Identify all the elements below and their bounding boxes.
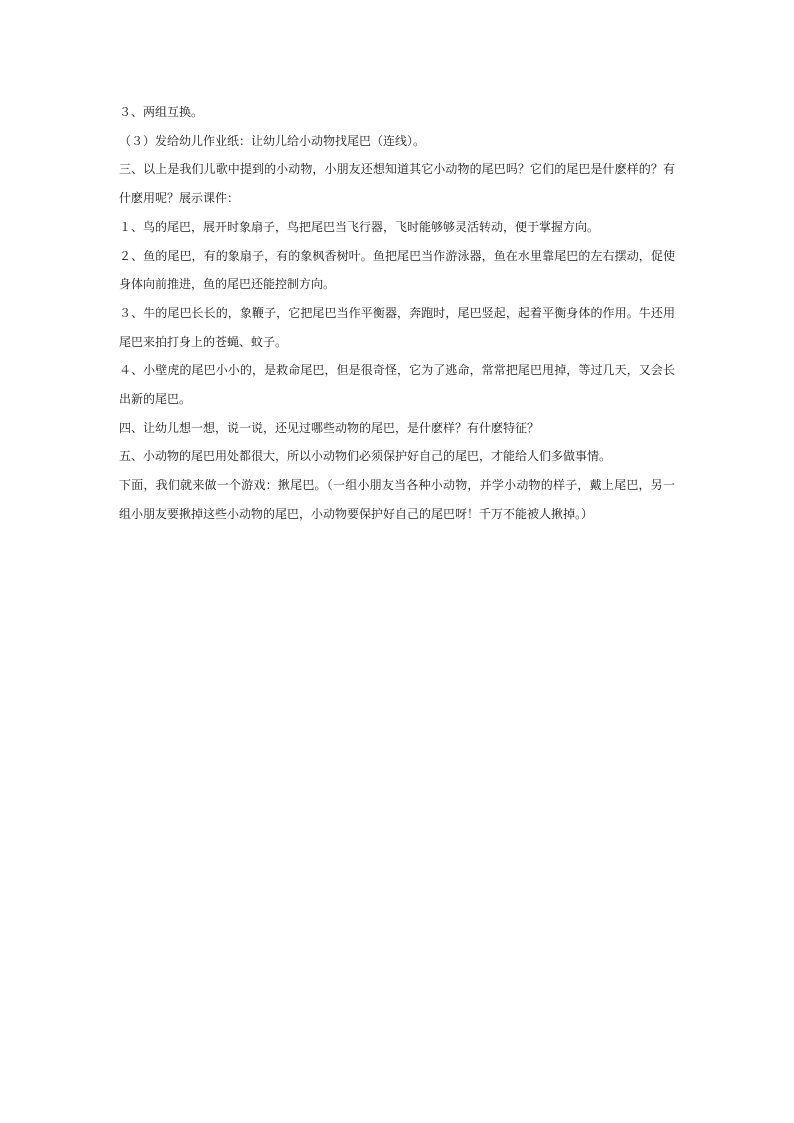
paragraph-cow-tail: ３、牛的尾巴长长的，象鞭子，它把尾巴当作平衡器，奔跑时，尾巴竖起，起着平衡身体的作用。牛还用尾巴来拍打身上的苍蝇、蚊子。 [119,305,675,349]
document-body [119,98,675,529]
paragraph-step-3-swap: ３、两组互换。 [119,105,204,119]
paragraph-worksheet: （３）发给幼儿作业纸：让幼儿给小动物找尾巴（连线）。 [119,133,426,148]
paragraph-bird-tail: １、鸟的尾巴，展开时象扇子，鸟把尾巴当飞行器，飞时能够够灵活转动，便于掌握方向。 [119,219,600,234]
paragraph-section-four: 四、让幼儿想一想，说一说，还见过哪些动物的尾巴，是什麽样？有什麽特征？ [119,420,540,435]
paragraph-gecko-tail: ４、小壁虎的尾巴小小的，是救命尾巴，但是很奇怪，它为了逃命，常常把尾巴甩掉，等过几天，又会长出新的尾巴。 [119,363,675,407]
paragraph-game: 下面，我们就来做一个游戏：揪尾巴。（一组小朋友当各种小动物，并学小动物的样子，戴上尾巴，另一组小朋友要揪掉这些小动物的尾巴，小动物要保护好自己的尾巴呀！千万不能被人揪掉。） [119,478,675,521]
paragraph-section-five: 五、小动物的尾巴用处都很大，所以小动物们必须保护好自己的尾巴，才能给人们多做事情。 [119,449,612,464]
paragraph-section-three: 三、以上是我们儿歌中提到的小动物，小朋友还想知道其它小动物的尾巴吗？它们的尾巴是什麽样的？有什麽用呢？展示课件： [119,162,675,206]
paragraph-fish-tail: ２、鱼的尾巴，有的象扇子，有的象枫香树叶。鱼把尾巴当作游泳器，鱼在水里靠尾巴的左右摆动，促使身体向前推进，鱼的尾巴还能控制方向。 [119,248,675,292]
